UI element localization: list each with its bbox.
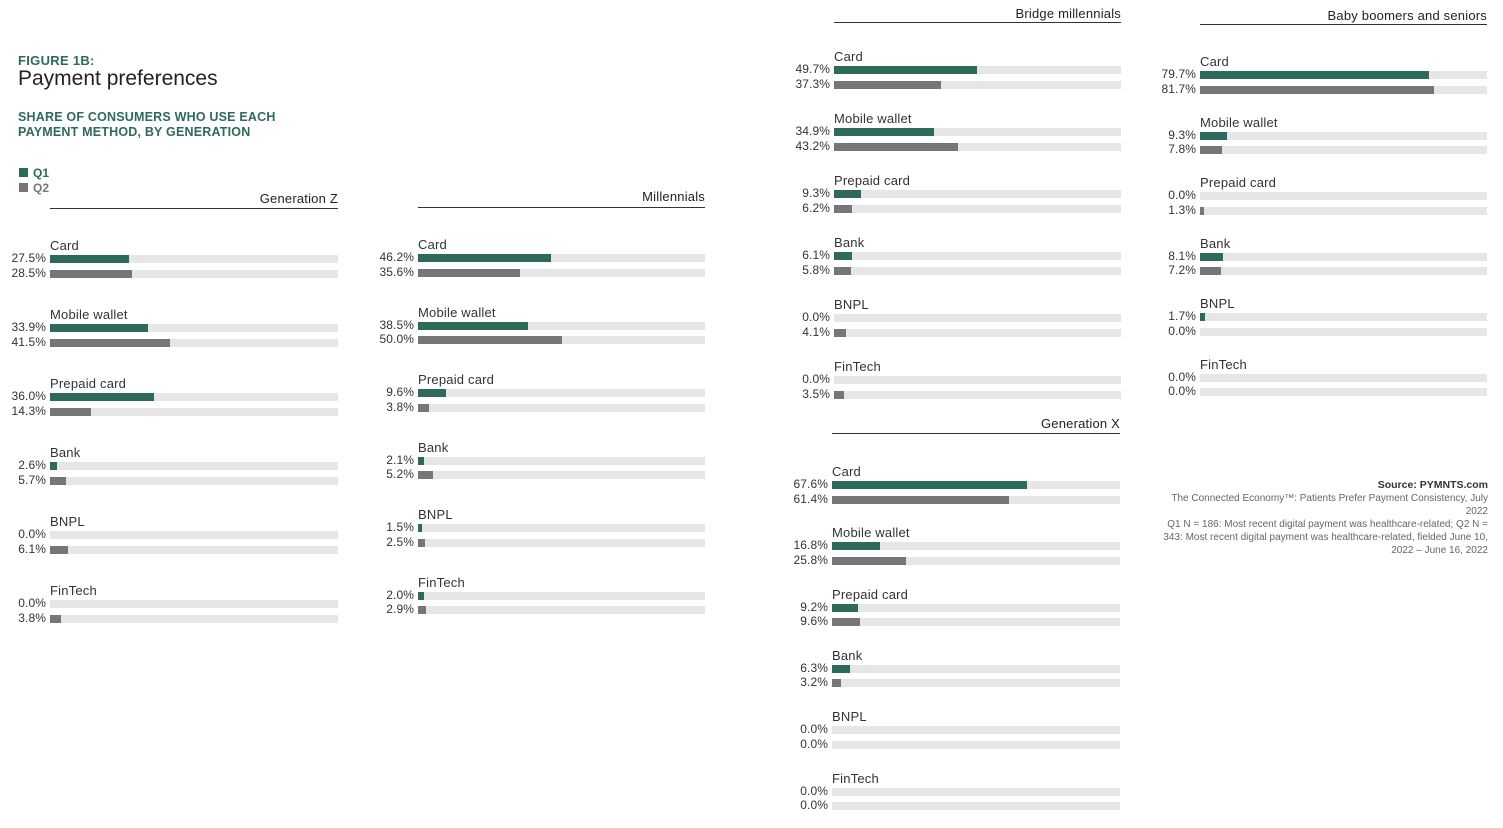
bar-track	[50, 393, 338, 401]
bar-fintech-q2	[50, 615, 61, 623]
bar-track	[832, 802, 1120, 810]
bar-track	[418, 254, 705, 262]
bar-track	[832, 726, 1120, 734]
value-label-prepaid-card-q2: 6.2%	[802, 200, 830, 215]
bar-prepaid-card-q1	[418, 389, 446, 397]
bar-track	[50, 408, 338, 416]
legend-swatch-q2	[19, 183, 28, 192]
bar-bank-q1	[832, 665, 850, 673]
bar-track	[50, 546, 338, 554]
bar-prepaid-card-q1	[50, 393, 154, 401]
category-label-prepaid-card: Prepaid card	[1200, 175, 1277, 190]
bar-card-q2	[50, 270, 132, 278]
value-label-card-q1: 27.5%	[11, 251, 46, 265]
bar-track	[832, 679, 1120, 687]
bar-track	[1200, 146, 1487, 154]
bar-bnpl-q2	[418, 539, 425, 547]
category-label-prepaid-card: Prepaid card	[50, 376, 127, 391]
value-label-card-q2: 37.3%	[795, 76, 830, 91]
category-label-fintech: FinTech	[834, 359, 881, 374]
bar-card-q2	[832, 496, 1009, 504]
value-label-bnpl-q2: 4.1%	[802, 324, 830, 339]
category-label-bank: Bank	[50, 445, 81, 460]
value-label-prepaid-card-q1: 9.6%	[386, 385, 414, 399]
bar-bank-q1	[1200, 253, 1223, 261]
panel-baby-boomers-and-seniors	[1161, 0, 1487, 828]
chart-subtitle: SHARE OF CONSUMERS WHO USE EACH PAYMENT METHOD, BY GENERATION	[18, 110, 276, 139]
value-label-bank-q2: 5.8%	[802, 262, 830, 277]
category-label-bnpl: BNPL	[50, 514, 85, 529]
category-label-prepaid-card: Prepaid card	[834, 173, 911, 188]
bar-track	[418, 457, 705, 465]
bar-track	[418, 269, 705, 277]
value-label-fintech-q1: 0.0%	[800, 783, 828, 798]
category-label-bank: Bank	[834, 235, 865, 250]
panel-title-rule	[832, 433, 1120, 434]
bar-track	[418, 322, 705, 330]
value-label-prepaid-card-q1: 36.0%	[11, 389, 46, 403]
legend-item-q2	[19, 180, 49, 195]
bar-track	[418, 524, 705, 532]
value-label-prepaid-card-q1: 0.0%	[1168, 188, 1196, 202]
value-label-prepaid-card-q1: 9.2%	[800, 599, 828, 614]
value-label-fintech-q1: 0.0%	[1168, 369, 1196, 384]
bar-track	[418, 539, 705, 547]
category-label-prepaid-card: Prepaid card	[418, 372, 495, 387]
value-label-bank-q1: 2.1%	[386, 452, 414, 467]
bar-track	[1200, 374, 1487, 382]
value-label-card-q1: 79.7%	[1161, 67, 1196, 81]
bar-track	[50, 615, 338, 623]
bar-fintech-q1	[418, 592, 424, 600]
bar-track	[832, 618, 1120, 626]
legend-swatch-q1	[19, 168, 28, 177]
value-label-mobile-wallet-q2: 25.8%	[793, 552, 828, 567]
panel-title: Millennials	[642, 189, 705, 204]
panel-title-rule	[1200, 24, 1487, 25]
legend-label-q2: Q2	[33, 180, 50, 195]
panel-title: Baby boomers and seniors	[1327, 8, 1487, 23]
category-label-fintech: FinTech	[1200, 356, 1247, 372]
value-label-bank-q2: 5.7%	[18, 472, 46, 487]
panel-title-rule	[50, 208, 338, 209]
value-label-mobile-wallet-q2: 43.2%	[795, 138, 830, 153]
bar-mobile-wallet-q2	[832, 557, 906, 565]
value-label-bank-q1: 8.1%	[1168, 248, 1196, 263]
bar-bnpl-q2	[50, 546, 68, 554]
value-label-bnpl-q2: 2.5%	[386, 534, 414, 549]
bar-track	[832, 557, 1120, 565]
bar-track	[1200, 253, 1487, 261]
bar-track	[1200, 388, 1487, 396]
bar-prepaid-card-q2	[1200, 207, 1204, 215]
bar-track	[1200, 132, 1487, 140]
legend-item-q1	[19, 165, 49, 180]
value-label-prepaid-card-q2: 3.8%	[386, 399, 414, 414]
panel-title: Generation X	[1040, 416, 1120, 431]
value-label-bank-q1: 2.6%	[18, 458, 46, 472]
category-label-bnpl: BNPL	[1200, 296, 1235, 311]
category-label-mobile-wallet: Mobile wallet	[834, 111, 912, 126]
bar-bnpl-q1	[418, 524, 422, 532]
value-label-mobile-wallet-q2: 7.8%	[1168, 142, 1196, 156]
bar-track	[832, 604, 1120, 612]
value-label-card-q2: 35.6%	[379, 264, 414, 279]
bar-track	[50, 255, 338, 263]
value-label-bnpl-q1: 1.5%	[386, 520, 414, 534]
value-label-bnpl-q1: 0.0%	[800, 722, 828, 737]
value-label-bank-q2: 7.2%	[1168, 263, 1196, 277]
bar-track	[1200, 207, 1487, 215]
category-label-card: Card	[418, 237, 447, 252]
bar-card-q2	[1200, 86, 1434, 94]
bar-track	[832, 665, 1120, 673]
panel-title: Bridge millennials	[1015, 6, 1121, 21]
bar-bank-q1	[418, 457, 424, 465]
value-label-card-q1: 67.6%	[793, 477, 828, 491]
bar-track	[418, 336, 705, 344]
bar-bank-q2	[1200, 267, 1221, 275]
category-label-card: Card	[50, 238, 79, 253]
bar-card-q1	[50, 255, 129, 263]
category-label-bnpl: BNPL	[832, 709, 867, 725]
value-label-fintech-q2: 3.5%	[802, 386, 830, 401]
value-label-bnpl-q2: 0.0%	[1168, 323, 1196, 338]
value-label-card-q1: 46.2%	[379, 250, 414, 264]
bar-mobile-wallet-q2	[50, 339, 170, 347]
legend	[19, 165, 49, 195]
bar-fintech-q2	[418, 606, 426, 614]
value-label-bnpl-q2: 0.0%	[800, 736, 828, 751]
category-label-mobile-wallet: Mobile wallet	[1200, 114, 1278, 130]
value-label-card-q2: 81.7%	[1161, 81, 1196, 96]
bar-track	[1200, 86, 1487, 94]
bar-track	[832, 481, 1120, 489]
panel-title-rule	[418, 207, 705, 208]
value-label-bnpl-q1: 0.0%	[802, 310, 830, 324]
bar-prepaid-card-q2	[50, 408, 91, 416]
category-label-mobile-wallet: Mobile wallet	[50, 307, 128, 322]
bar-mobile-wallet-q1	[418, 322, 528, 330]
bar-bank-q2	[418, 471, 433, 479]
bar-track	[832, 788, 1120, 796]
category-label-prepaid-card: Prepaid card	[832, 586, 909, 602]
bar-mobile-wallet-q2	[1200, 146, 1222, 154]
bar-bank-q1	[50, 462, 57, 470]
value-label-card-q2: 28.5%	[11, 265, 46, 280]
value-label-bank-q2: 5.2%	[386, 467, 414, 481]
category-label-mobile-wallet: Mobile wallet	[418, 304, 496, 320]
value-label-fintech-q2: 0.0%	[800, 798, 828, 812]
value-label-bank-q1: 6.3%	[800, 660, 828, 675]
bar-track	[418, 592, 705, 600]
value-label-fintech-q2: 2.9%	[386, 602, 414, 616]
value-label-fintech-q1: 0.0%	[802, 372, 830, 386]
bar-card-q1	[1200, 71, 1429, 79]
category-label-fintech: FinTech	[418, 574, 465, 590]
value-label-fintech-q1: 0.0%	[18, 596, 46, 610]
category-label-bnpl: BNPL	[418, 507, 453, 522]
value-label-mobile-wallet-q2: 50.0%	[379, 332, 414, 346]
bar-track	[1200, 328, 1487, 336]
value-label-mobile-wallet-q1: 16.8%	[793, 538, 828, 553]
bar-track	[50, 462, 338, 470]
value-label-prepaid-card-q2: 1.3%	[1168, 202, 1196, 217]
value-label-bank-q2: 3.2%	[800, 675, 828, 690]
value-label-bnpl-q1: 1.7%	[1168, 309, 1196, 323]
value-label-fintech-q2: 3.8%	[18, 610, 46, 625]
bar-track	[50, 531, 338, 539]
category-label-card: Card	[834, 49, 863, 64]
value-label-prepaid-card-q2: 9.6%	[800, 614, 828, 629]
value-label-mobile-wallet-q1: 33.9%	[11, 320, 46, 334]
legend-label-q1: Q1	[33, 165, 50, 180]
bar-track	[418, 389, 705, 397]
category-label-fintech: FinTech	[832, 770, 879, 786]
value-label-mobile-wallet-q1: 34.9%	[795, 124, 830, 138]
bar-track	[50, 600, 338, 608]
value-label-bank-q1: 6.1%	[802, 248, 830, 262]
bar-track	[1200, 267, 1487, 275]
bar-track	[418, 606, 705, 614]
bar-track	[418, 404, 705, 412]
page-title: Payment preferences	[18, 67, 218, 90]
source-line-2: Q1 N = 186: Most recent digital payment was healthcare-related; Q2 N = 343: Most recent digital payment was healthcare-related, fielded June 10, 2022 – June 16, 2022	[1163, 519, 1488, 556]
source-line-1: The Connected Economy™: Patients Prefer Payment Consistency, July 2022	[1171, 493, 1488, 517]
bar-bank-q2	[50, 477, 66, 485]
bar-mobile-wallet-q2	[418, 336, 562, 344]
category-label-fintech: FinTech	[50, 583, 97, 598]
category-label-bank: Bank	[1200, 235, 1231, 251]
bar-mobile-wallet-q1	[832, 542, 880, 550]
value-label-card-q2: 61.4%	[793, 491, 828, 506]
bar-track	[832, 542, 1120, 550]
category-label-bank: Bank	[418, 439, 449, 455]
value-label-mobile-wallet-q2: 41.5%	[11, 334, 46, 349]
bar-track	[1200, 192, 1487, 200]
value-label-prepaid-card-q2: 14.3%	[11, 403, 46, 418]
bar-bnpl-q1	[1200, 313, 1205, 321]
bar-track	[1200, 313, 1487, 321]
value-label-prepaid-card-q1: 9.3%	[802, 186, 830, 200]
bar-card-q1	[418, 254, 551, 262]
bar-mobile-wallet-q1	[50, 324, 148, 332]
bar-track	[832, 741, 1120, 749]
source-heading: Source: PYMNTS.com	[1377, 479, 1488, 491]
bar-track	[50, 477, 338, 485]
value-label-fintech-q1: 2.0%	[386, 587, 414, 602]
category-label-mobile-wallet: Mobile wallet	[832, 525, 910, 541]
bar-prepaid-card-q1	[832, 604, 858, 612]
category-label-bank: Bank	[832, 647, 863, 663]
bar-track	[50, 270, 338, 278]
source-note	[1150, 479, 1488, 557]
bar-card-q2	[418, 269, 520, 277]
value-label-card-q1: 49.7%	[795, 62, 830, 76]
bar-track	[50, 324, 338, 332]
bar-prepaid-card-q2	[832, 618, 860, 626]
panel-title: Generation Z	[259, 191, 338, 206]
bar-track	[418, 471, 705, 479]
value-label-mobile-wallet-q1: 9.3%	[1168, 127, 1196, 142]
bar-card-q1	[832, 481, 1027, 489]
figure-label: FIGURE 1B:	[18, 53, 95, 68]
value-label-fintech-q2: 0.0%	[1168, 384, 1196, 398]
bar-bank-q2	[832, 679, 841, 687]
bar-mobile-wallet-q1	[1200, 132, 1227, 140]
bar-track	[1200, 71, 1487, 79]
panel-millennials	[379, 0, 705, 828]
bar-track	[50, 339, 338, 347]
value-label-mobile-wallet-q1: 38.5%	[379, 317, 414, 332]
bar-track	[832, 496, 1120, 504]
category-label-bnpl: BNPL	[834, 297, 869, 312]
bar-prepaid-card-q2	[418, 404, 429, 412]
category-label-card: Card	[1200, 54, 1229, 69]
category-label-card: Card	[832, 464, 861, 479]
value-label-bnpl-q1: 0.0%	[18, 527, 46, 541]
value-label-bnpl-q2: 6.1%	[18, 541, 46, 556]
